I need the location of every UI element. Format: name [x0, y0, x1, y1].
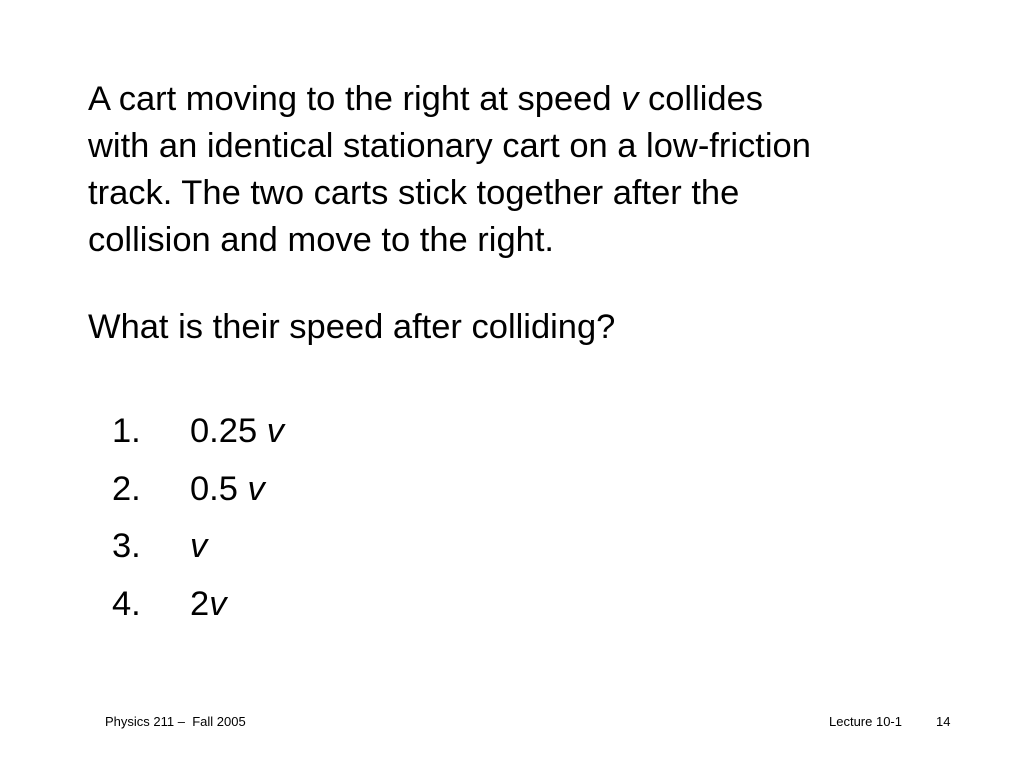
footer-page-number: 14 [936, 714, 951, 729]
option-number: 3. [112, 527, 141, 565]
question-line-4: collision and move to the right. [88, 221, 555, 259]
question-text [88, 76, 938, 264]
answer-options [112, 408, 284, 638]
option-number: 1. [112, 412, 141, 450]
answer-option-1 [112, 408, 284, 466]
option-value: 0.25 v [190, 412, 284, 450]
speed-variable: v [621, 80, 639, 118]
question-line-1 [88, 76, 938, 123]
answer-option-2 [112, 466, 284, 524]
footer-course: Physics 211 – Fall 2005 [105, 714, 246, 729]
question-line-3: track. The two carts stick together after the [88, 174, 740, 212]
option-value: 2v [190, 584, 227, 623]
option-value: 0.5 v [190, 469, 265, 508]
footer-lecture: Lecture 10-1 [829, 714, 902, 729]
question-prompt: What is their speed after colliding? [88, 308, 616, 346]
option-number: 4. [112, 584, 141, 623]
option-value: v [190, 527, 208, 565]
question-line-1-end: collides [638, 80, 764, 118]
option-number: 2. [112, 469, 141, 508]
question-line-1-text: A cart moving to the right at speed [88, 80, 622, 118]
question-line-2: with an identical stationary cart on a low-friction [88, 127, 811, 165]
answer-option-4 [112, 581, 284, 639]
answer-option-3 [112, 523, 284, 581]
